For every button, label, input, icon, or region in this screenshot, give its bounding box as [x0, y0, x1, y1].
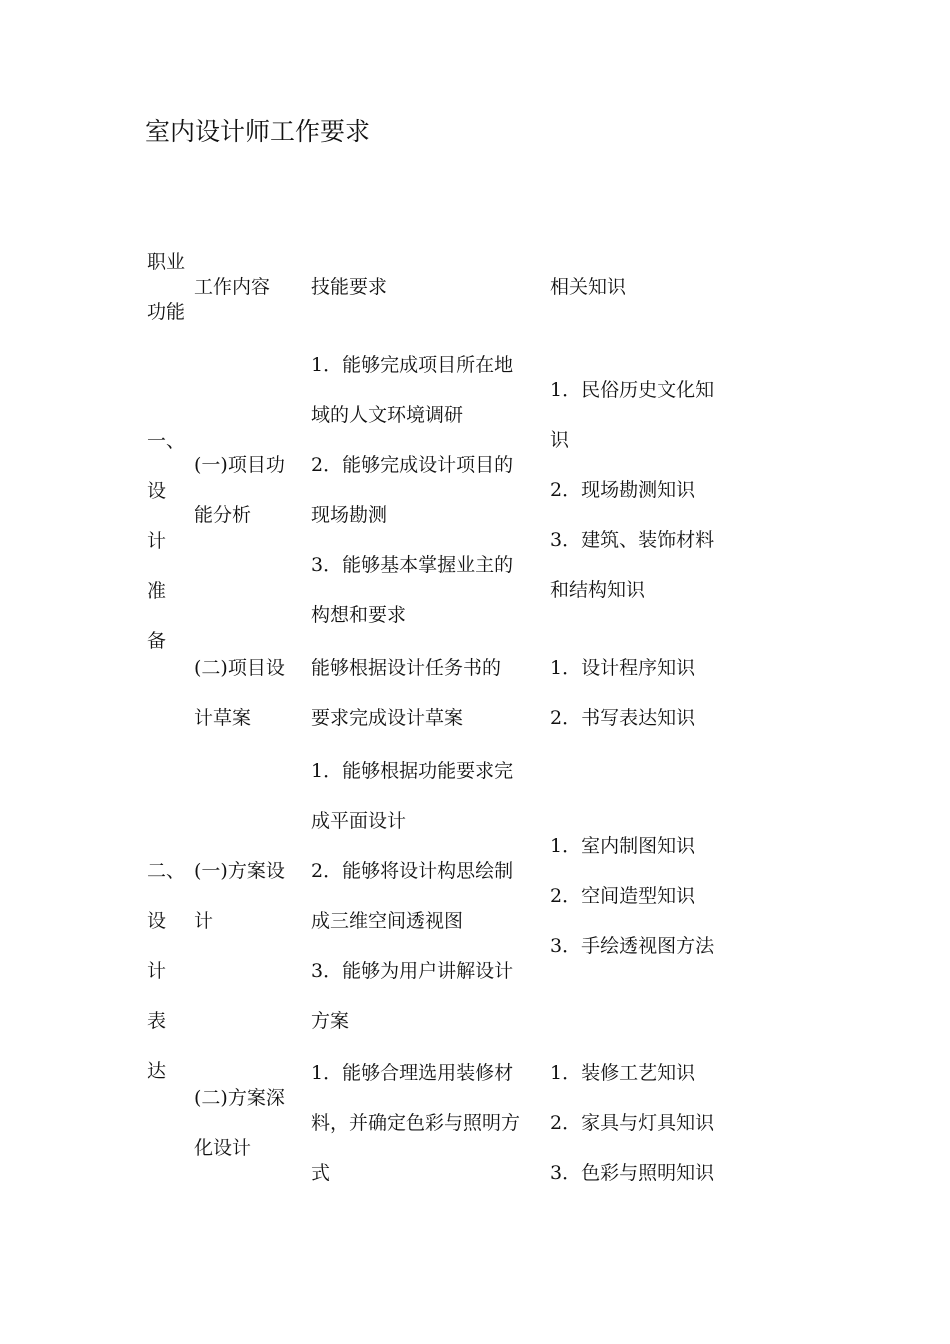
- skill-line: 2．能够将设计构思绘制: [311, 860, 514, 882]
- function-line: 计: [147, 530, 167, 552]
- knowledge-line: 1．民俗历史文化知: [550, 379, 715, 401]
- row-3-skills: [311, 746, 513, 1046]
- skill-line: 成三维空间透视图: [311, 910, 464, 932]
- skill-line: 现场勘测: [311, 504, 388, 526]
- knowledge-line: 1．室内制图知识: [550, 835, 696, 857]
- knowledge-line: 2．空间造型知识: [550, 885, 696, 907]
- header-function-line: 功能: [147, 301, 186, 323]
- skill-line: 2．能够完成设计项目的: [311, 454, 514, 476]
- skill-line: 构想和要求: [311, 604, 407, 626]
- header-knowledge: 相关知识: [550, 276, 627, 298]
- row-4-content: [194, 1073, 285, 1173]
- row-3-knowledge: [550, 821, 714, 971]
- row-3-content: [194, 846, 285, 946]
- skill-line: 3．能够基本掌握业主的: [311, 554, 514, 576]
- skill-line: 域的人文环境调研: [311, 404, 464, 426]
- document-title: 室内设计师工作要求: [145, 117, 371, 146]
- content-line: (二)项目设: [194, 657, 285, 679]
- content-line: 计: [194, 910, 214, 932]
- skill-line: 式: [311, 1162, 331, 1184]
- knowledge-line: 和结构知识: [550, 579, 646, 601]
- content-line: (一)方案设: [194, 860, 285, 882]
- content-line: (二)方案深: [194, 1087, 285, 1109]
- knowledge-line: 2．家具与灯具知识: [550, 1112, 715, 1134]
- function-line: 计: [147, 960, 167, 982]
- function-design-express: [147, 846, 185, 1096]
- skill-line: 3．能够为用户讲解设计: [311, 960, 514, 982]
- skill-line: 1．能够完成项目所在地: [311, 354, 514, 376]
- row-2-skills: [311, 643, 501, 743]
- function-line: 设: [147, 910, 167, 932]
- knowledge-line: 3．色彩与照明知识: [550, 1162, 715, 1184]
- function-line: 准: [147, 580, 167, 602]
- content-line: 计草案: [194, 707, 252, 729]
- row-1-skills: [311, 340, 513, 640]
- content-line: 化设计: [194, 1137, 252, 1159]
- knowledge-line: 2．现场勘测知识: [550, 479, 696, 501]
- function-line: 二、: [147, 860, 186, 882]
- row-1-knowledge: [550, 365, 714, 615]
- skill-line: 1．能够根据功能要求完: [311, 760, 514, 782]
- skill-line: 成平面设计: [311, 810, 407, 832]
- skill-line: 方案: [311, 1010, 350, 1032]
- knowledge-line: 1．装修工艺知识: [550, 1062, 696, 1084]
- row-1-content: [194, 440, 285, 540]
- knowledge-line: 2．书写表达知识: [550, 707, 696, 729]
- skill-line: 1．能够合理选用装修材: [311, 1062, 514, 1084]
- header-content: 工作内容: [194, 276, 271, 298]
- header-skill: 技能要求: [311, 276, 388, 298]
- function-line: 备: [147, 630, 167, 652]
- row-2-knowledge: [550, 643, 695, 743]
- knowledge-line: 3．建筑、装饰材料: [550, 529, 715, 551]
- knowledge-line: 识: [550, 429, 570, 451]
- header-function-line: 职业: [147, 251, 186, 273]
- content-line: 能分析: [194, 504, 252, 526]
- knowledge-line: 3．手绘透视图方法: [550, 935, 715, 957]
- function-line: 设: [147, 480, 167, 502]
- function-line: 一、: [147, 430, 186, 452]
- header-function: [147, 237, 185, 337]
- row-4-knowledge: [550, 1048, 714, 1198]
- skill-line: 要求完成设计草案: [311, 707, 464, 729]
- skill-line: 能够根据设计任务书的: [311, 657, 502, 679]
- row-2-content: [194, 643, 285, 743]
- function-line: 表: [147, 1010, 167, 1032]
- function-line: 达: [147, 1060, 167, 1082]
- skill-line: 料，并确定色彩与照明方: [311, 1112, 521, 1134]
- row-4-skills: [311, 1048, 520, 1198]
- function-design-prep: [147, 416, 185, 666]
- content-line: (一)项目功: [194, 454, 285, 476]
- knowledge-line: 1．设计程序知识: [550, 657, 696, 679]
